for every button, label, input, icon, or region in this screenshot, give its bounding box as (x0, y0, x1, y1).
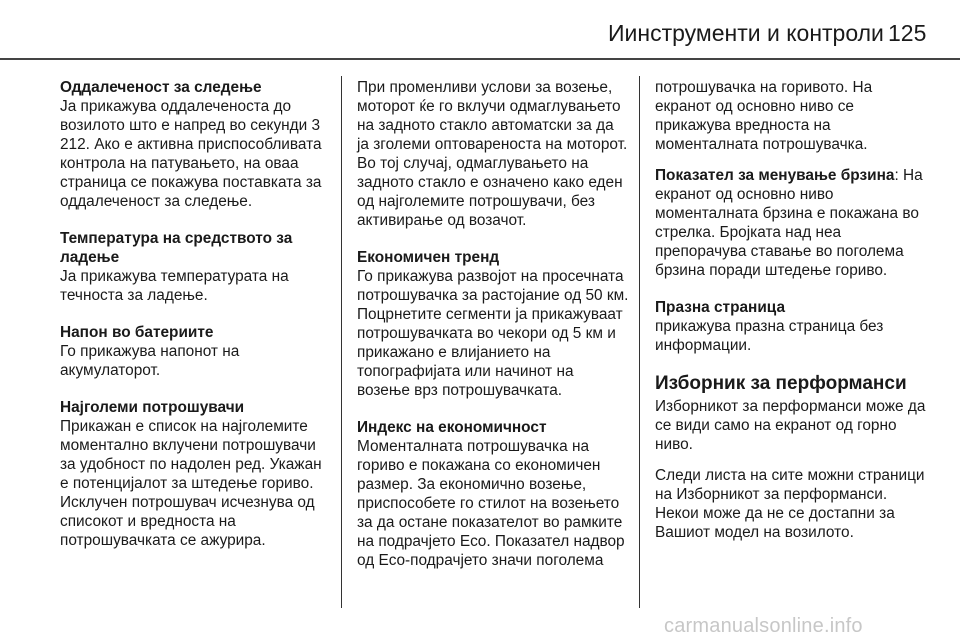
section-body: Прикажан е список на најголемите моментално вклучени потрошувачи за удобност по надолен ред. Укажан е потенцијалот за штедење гориво. Исклучен потрошувач исчезнува од списокот и вредноста на потрошувачката се ажурира. (60, 418, 322, 549)
section-shift-indicator (655, 166, 930, 280)
section-title: Напон во батериите (60, 324, 214, 341)
column-3 (655, 78, 930, 554)
section-title: Индекс на економичност (357, 419, 547, 436)
intro-text: При променливи услови за возење, моторот ќе го вклучи одмаглувањето на задното стакло автоматски за да ја зголеми оптовареноста на моторот. Во тој случај, одмаглувањето на задното стакло е означено како еден од најголемите потрошувачи, без активирање од возачот. (357, 79, 628, 229)
section-body: Го прикажува напонот на акумулаторот. (60, 343, 240, 379)
section-body: Ја прикажува температурата на течноста за ладење. (60, 268, 289, 304)
header-title: Иинструменти и контроли (608, 20, 884, 46)
page-header (0, 0, 960, 60)
section-body: прикажува празна страница без информации. (655, 318, 884, 354)
performance-selector-paragraph-2: Следи листа на сите можни страници на Изборникот за перформанси. Некои може да не се достапни за Вашиот модел на возилото. (655, 467, 925, 541)
section-title: Економичен тренд (357, 249, 500, 266)
section-title: Празна страница (655, 299, 786, 316)
page-number: 125 (888, 20, 927, 46)
continuation-body: потрошувачка на горивото. На екранот од основно ниво се прикажува вредноста на моменталната потрошувачка. (655, 79, 873, 153)
section-battery-voltage (60, 323, 332, 380)
section-performance-selector (655, 373, 930, 542)
section-following-distance (60, 78, 332, 211)
section-top-consumers (60, 398, 332, 550)
section-body: Ја прикажува оддалеченоста до возилото што е напред во секунди 3 212. Ако е активна приспособливата контрола на патувањето, на оваа страница се покажува поставката за оддалеченост за следење. (60, 98, 322, 210)
continuation-text (655, 78, 930, 154)
section-body: Го прикажува развојот на просечната потрошувачка за растојание од 50 км. Поцрнетите сегменти ја прикажуваат потрошувачката во чекори од 5 км и прикажано е влијанието на топографијата или начинот на возење врз потрошувачката. (357, 268, 629, 399)
section-economy-index (357, 418, 629, 570)
section-empty-page (655, 298, 930, 355)
section-economy-trend (357, 248, 629, 400)
section-title: Најголеми потрошувачи (60, 399, 245, 416)
section-body: Моменталната потрошувачка на гориво е покажана со економичен размер. За економично возење, приспособете го стилот на возењето за да остане показателот во рамките на подрачјето Eco. Показател надвор од Eco-подрачјето значи поголема (357, 438, 625, 569)
header-rule (0, 58, 960, 60)
section-intro (357, 78, 629, 230)
shift-indicator-body: : На екранот од основно ниво моменталната брзина е покажана во стрелка. Бројката над неа препорачува ставање во поголема брзина поради штедење гориво. (655, 167, 923, 279)
column-2 (357, 78, 629, 588)
section-title: Оддалеченост за следење (60, 79, 262, 96)
column-divider-1 (341, 76, 342, 608)
column-divider-2 (639, 76, 640, 608)
section-coolant-temperature (60, 229, 332, 305)
shift-indicator-label: Показател за менување брзина (655, 167, 895, 184)
watermark: carmanualsonline.info (664, 615, 863, 637)
column-1 (60, 78, 332, 568)
performance-selector-paragraph-1: Изборникот за перформанси може да се види само на екранот од горно ниво. (655, 398, 926, 453)
section-title: Температура на средството за ладење (60, 230, 293, 266)
performance-selector-title: Изборник за перформанси (655, 373, 907, 394)
